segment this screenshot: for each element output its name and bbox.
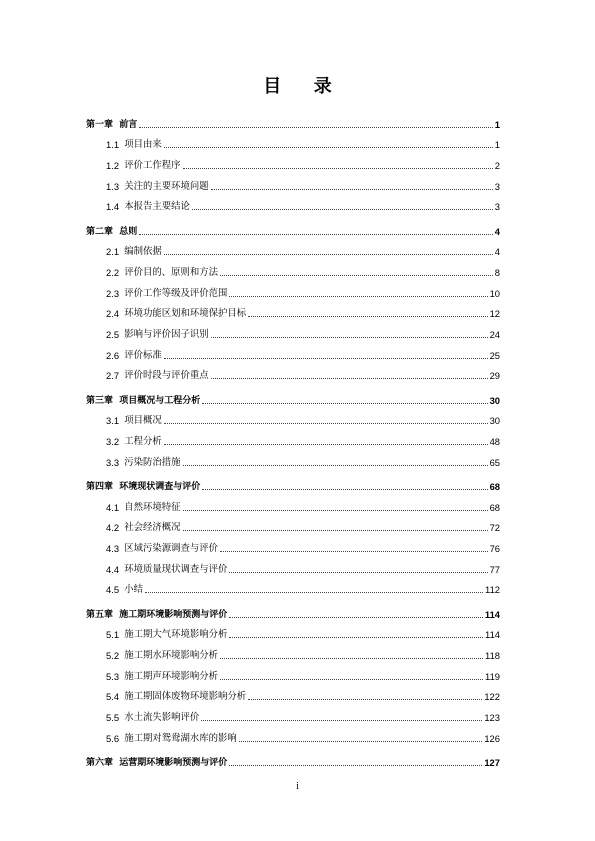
toc-entry-number: 5.5 [106,711,125,723]
toc-entry-number: 2.5 [106,329,125,341]
toc-entry-title: 项目概况 [124,416,162,427]
toc-section-entry[interactable] [86,448,500,469]
toc-entry-title: 施工期声环境影响分析 [124,671,219,682]
toc-section-entry[interactable] [86,724,500,745]
toc-entry-page-number: 126 [484,732,500,744]
toc-entry-number: 1.1 [106,139,125,151]
dot-leader [202,489,487,490]
toc-section-entry[interactable] [86,514,500,535]
toc-entry-number: 4.4 [106,563,125,575]
toc-section-entry[interactable] [86,703,500,724]
toc-entry-number: 3.1 [106,415,125,427]
dot-leader [229,572,487,573]
toc-entry-number: 5.6 [106,732,125,744]
toc-entry-page-number: 30 [489,394,500,406]
toc-entry-title: 小结 [124,585,144,596]
dot-leader [229,765,482,766]
dot-leader [145,592,483,593]
toc-entry-number: 第三章 [86,395,120,406]
toc-entry-number: 第四章 [86,481,120,492]
toc-section-entry[interactable] [86,407,500,428]
toc-entry-page-number: 114 [484,608,500,620]
toc-section-entry[interactable] [86,193,500,214]
toc-entry-number: 5.2 [106,649,125,661]
toc-entry-page-number: 72 [489,522,500,534]
toc-entry-page-number: 65 [489,456,500,468]
toc-entry-page-number: 4 [494,225,500,237]
toc-chapter-entry[interactable] [86,217,500,238]
dot-leader [211,337,488,338]
toc-entry-page-number: 122 [484,691,500,703]
toc-section-entry[interactable] [86,683,500,704]
toc-entry-title: 编制依据 [124,247,162,258]
toc-entry-title: 评价工作等级及评价范围 [124,288,228,299]
toc-entry-page-number: 10 [489,287,500,299]
toc-chapter-entry[interactable] [86,472,500,493]
toc-entry-title: 工程分析 [124,437,162,447]
toc-entry-title: 项目概况与工程分析 [119,395,201,406]
page-number: i [296,781,299,792]
dot-leader [239,741,483,742]
toc-entry-title: 施工期水环境影响分析 [124,650,219,661]
toc-entry-title: 影响与评价因子识别 [124,330,209,341]
table-of-contents [86,110,500,769]
dot-leader [164,254,493,255]
toc-entry-page-number: 112 [485,584,500,596]
dot-leader [183,510,488,511]
toc-section-entry[interactable] [86,555,500,576]
toc-section-entry[interactable] [86,258,500,279]
dot-leader [164,358,488,359]
toc-entry-page-number: 119 [485,670,500,682]
toc-entry-page-number: 3 [494,201,500,213]
toc-chapter-entry[interactable] [86,600,500,621]
toc-entry-number: 2.6 [106,349,125,361]
toc-entry-number: 第二章 [86,226,120,237]
toc-entry-number: 4.2 [106,522,125,534]
toc-entry-page-number: 25 [489,349,500,361]
toc-entry-title: 前言 [119,119,138,130]
toc-entry-number: 4.3 [106,542,125,554]
toc-entry-page-number: 12 [489,308,500,320]
dot-leader [220,275,493,276]
toc-entry-page-number: 114 [485,629,500,641]
toc-entry-page-number: 127 [484,756,500,768]
toc-entry-title: 区域污染源调查与评价 [124,543,219,554]
toc-entry-page-number: 30 [489,415,500,427]
toc-entry-title: 环境功能区划和环境保护目标 [124,309,247,320]
toc-entry-page-number: 48 [489,436,500,447]
dot-leader [139,234,492,235]
dot-leader [248,316,487,317]
dot-leader [248,699,482,700]
toc-entry-number: 4.5 [106,584,125,596]
toc-entry-title: 自然环境特征 [124,502,181,513]
toc-chapter-entry[interactable] [86,748,500,769]
page-title: 目 录 [263,76,346,96]
dot-leader [211,189,493,190]
toc-entry-page-number: 29 [489,370,500,382]
toc-entry-title: 施工期环境影响预测与评价 [119,609,228,620]
toc-entry-number: 4.1 [106,501,125,513]
toc-entry-page-number: 68 [489,501,500,513]
toc-section-entry[interactable] [86,279,500,300]
toc-section-entry[interactable] [86,493,500,514]
toc-section-entry[interactable] [86,621,500,642]
toc-section-entry[interactable] [86,641,500,662]
toc-entry-page-number: 118 [485,649,500,661]
toc-entry-number: 1.2 [106,160,125,172]
toc-entry-title: 评价工作程序 [124,161,181,172]
toc-entry-number: 2.2 [106,267,125,278]
toc-entry-title: 评价时段与评价重点 [124,371,209,382]
toc-entry-title: 评价标准 [124,350,162,361]
dot-leader [164,444,488,445]
toc-entry-number: 第一章 [86,119,120,130]
dot-leader [201,720,482,721]
toc-entry-page-number: 8 [494,267,500,278]
toc-entry-number: 2.3 [106,287,125,299]
toc-entry-title: 运营期环境影响预测与评价 [119,757,228,768]
toc-entry-page-number: 77 [489,563,500,575]
dot-leader [183,168,493,169]
toc-entry-page-number: 24 [489,329,500,341]
toc-entry-title: 施工期固体废物环境影响分析 [124,692,247,703]
toc-section-entry[interactable] [86,341,500,362]
toc-entry-page-number: 2 [494,160,500,172]
dot-leader [229,296,487,297]
toc-entry-title: 本报告主要结论 [124,202,190,213]
toc-entry-number: 2.4 [106,308,125,320]
toc-entry-title: 评价目的、原则和方法 [124,268,219,278]
dot-leader [229,617,483,618]
toc-section-entry[interactable] [86,131,500,152]
toc-entry-page-number: 1 [494,139,500,151]
toc-entry-number: 3.3 [106,456,125,468]
toc-entry-title: 环境质量现状调查与评价 [124,564,228,575]
dot-leader [202,403,487,404]
toc-entry-number: 2.1 [106,246,125,258]
toc-entry-title: 项目由来 [124,140,162,151]
toc-entry-page-number: 4 [494,246,500,258]
toc-entry-title: 总则 [119,226,138,237]
toc-section-entry[interactable] [86,534,500,555]
toc-chapter-entry[interactable] [86,110,500,131]
toc-entry-page-number: 123 [484,711,500,723]
dot-leader [183,530,488,531]
toc-section-entry[interactable] [86,320,500,341]
toc-entry-number: 第五章 [86,609,120,620]
dot-leader [220,551,488,552]
toc-section-entry[interactable] [86,151,500,172]
dot-leader [229,637,483,638]
dot-leader [139,127,492,128]
dot-leader [183,465,488,466]
toc-entry-title: 关注的主要环境问题 [124,181,209,192]
toc-entry-page-number: 68 [489,480,500,492]
toc-entry-number: 5.3 [106,670,125,682]
toc-entry-number: 1.4 [106,201,125,213]
toc-section-entry[interactable] [86,362,500,383]
toc-entry-page-number: 76 [489,542,500,554]
toc-section-entry[interactable] [86,300,500,321]
toc-chapter-entry[interactable] [86,386,500,407]
toc-entry-number: 3.2 [106,436,125,447]
toc-entry-number: 第六章 [86,757,120,768]
dot-leader [164,147,493,148]
toc-section-entry[interactable] [86,172,500,193]
toc-section-entry[interactable] [86,576,500,597]
dot-leader [164,423,488,424]
toc-entry-title: 污染防治措施 [124,457,181,468]
toc-entry-number: 5.1 [106,629,125,641]
toc-entry-page-number: 3 [494,180,500,192]
dot-leader [192,209,493,210]
toc-entry-title: 社会经济概况 [124,523,181,534]
dot-leader [220,658,483,659]
toc-section-entry[interactable] [86,238,500,259]
toc-entry-title: 水土流失影响评价 [124,712,200,723]
toc-section-entry[interactable] [86,662,500,683]
toc-entry-number: 1.3 [106,180,125,192]
toc-entry-number: 5.4 [106,691,125,703]
toc-entry-title: 施工期大气环境影响分析 [124,630,228,641]
toc-entry-title: 施工期对鸳鸯湖水库的影响 [124,733,237,744]
toc-entry-number: 2.7 [106,370,125,382]
toc-entry-page-number: 1 [494,118,500,130]
toc-section-entry[interactable] [86,427,500,448]
toc-entry-title: 环境现状调查与评价 [119,481,201,492]
dot-leader [211,378,488,379]
dot-leader [220,679,483,680]
